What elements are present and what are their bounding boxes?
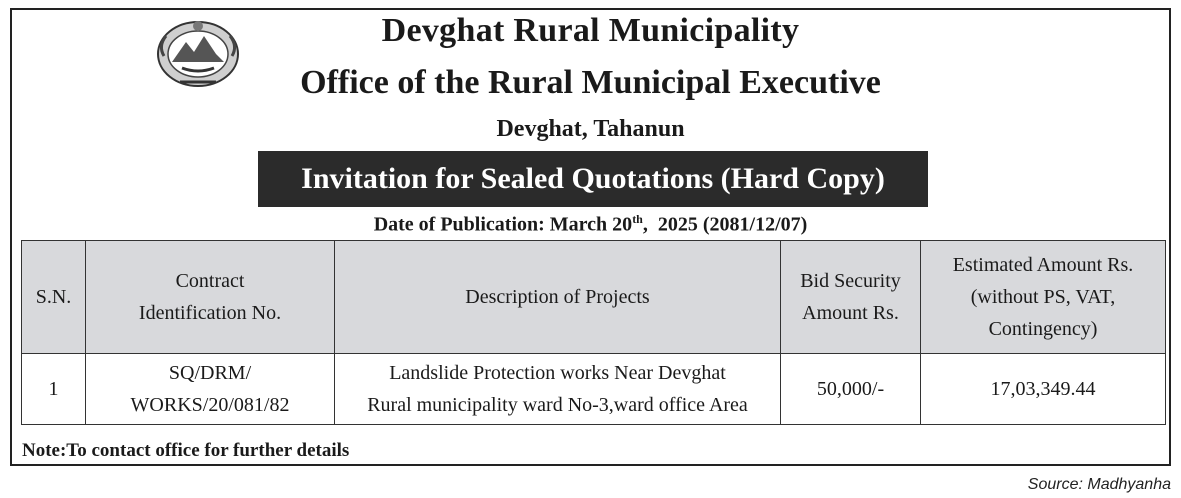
publication-date-ordinal: th — [632, 212, 643, 226]
contact-note: Note:To contact office for further details — [22, 440, 350, 461]
office-title: Office of the Rural Municipal Executive — [300, 64, 881, 101]
publication-date-suffix: , 2025 (2081/12/07) — [642, 213, 808, 236]
table-row — [22, 354, 1166, 425]
source-credit: Source: Madhyanha — [1027, 476, 1171, 493]
header-description: Description of Projects — [335, 241, 781, 354]
table-header-row — [22, 241, 1166, 354]
cell-sn: 1 — [22, 354, 86, 425]
invitation-banner-text: Invitation for Sealed Quotations (Hard Copy) — [301, 162, 885, 195]
header-sn: S.N. — [22, 241, 86, 354]
header-contract-id: Contract Identification No. — [86, 241, 335, 354]
publication-date — [0, 212, 1181, 237]
cell-contract-id: SQ/DRM/ WORKS/20/081/82 — [86, 354, 335, 425]
quotation-table — [21, 240, 1166, 425]
cell-estimated-amount: 17,03,349.44 — [921, 354, 1166, 425]
location-title: Devghat, Tahanun — [496, 116, 685, 142]
header-estimated-amount: Estimated Amount Rs. (without PS, VAT, Contingency) — [921, 241, 1166, 354]
cell-description: Landslide Protection works Near Devghat Rural municipality ward No-3,ward office Area — [335, 354, 781, 425]
publication-date-prefix: Date of Publication: March 20 — [373, 213, 633, 236]
cell-bid-security: 50,000/- — [781, 354, 921, 425]
header-bid-security: Bid Security Amount Rs. — [781, 241, 921, 354]
municipality-title: Devghat Rural Municipality — [381, 12, 800, 49]
invitation-banner — [258, 151, 928, 207]
